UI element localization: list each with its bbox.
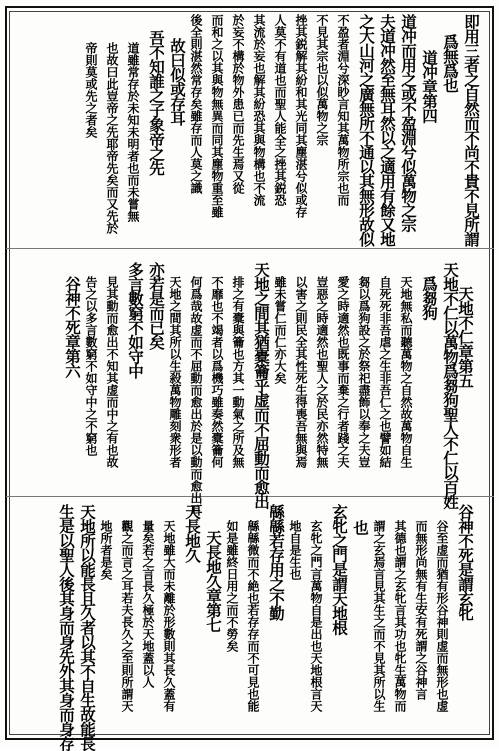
text-column: 排之有橐與籥也方其一動氣之所及無 [231,276,245,468]
text-column: 谷神不死章第六 [63,276,82,378]
text-column: 見其動而愈出不知其虚而中之有也故 [105,276,119,468]
text-column: 玄牝之門是謂天地根 [330,504,349,635]
text-column: 之大山河之廣無所不通以其無形故似 [357,14,376,246]
text-column: 不盈者淵兮深眇言知其萬物所宗也而 [336,14,350,206]
text-column: 於妄不構於物外患已而先生焉又從 [231,14,245,194]
text-column: 道冲而用之或不盈淵兮似萬物之宗 [399,14,418,232]
text-column: 道冲章第四 [420,50,439,123]
text-column: 天長地久章第七 [204,530,223,632]
text-column: 玄牝之門言萬物自是出也天地根言天 [309,520,323,712]
text-column: 天地雖大而未離於形數則其長久蓋有 [162,520,176,712]
text-column: 不見其宗也以似萬物之宗 [315,14,329,146]
text-column: 也 [351,520,370,535]
text-column: 天長地久 [183,504,202,562]
text-column: 谷神不死是謂玄牝 [456,504,475,620]
text-column: 地自是生也 [288,520,302,580]
text-column: 芻以爲狗設之於祭祀盡飾以奉之夫豈 [357,276,371,468]
text-column: 其流於妄也解其紛恐其與物構也不流 [252,14,266,206]
text-column: 亦若是而已矣 [147,262,166,349]
text-column: 多言數窮不如守中 [126,262,145,378]
text-column: 即用三者之自然而不尚不貴不見所謂 [462,14,481,246]
text-column: 夫道冲然至無耳然以之適用有餘又地 [378,14,397,246]
text-column: 爲芻狗 [420,276,439,320]
text-column: 谷至虚而猶有形谷神則虚而無形也虚 [435,520,449,712]
text-column: 謂之玄焉言見其生之而不見其所以生 [372,520,386,712]
text-column: 天地無私而聽萬物之自然故萬物自生 [399,276,413,468]
panel-divider-bottom [6,496,494,497]
text-column: 生是以聖人後其身而身先外其身而身存 [57,504,76,751]
text-column: 而和之以其與物無異而同其塵物重至雖 [210,14,224,218]
text-column: 自死死非吾虐之生非吾仁之也譬如結 [378,276,392,468]
text-column: 帝則莫或先之者矣 [84,42,98,138]
text-column: 爲無爲也 [441,34,460,92]
text-column: 告之以多言數窮不如守中之不窮也 [84,276,98,456]
text-column: 天地之間其猶橐籥乎虚而不屈動而愈出 [252,262,271,509]
text-column: 吾不知誰之子象帝之先 [147,30,166,175]
text-column: 其德也謂之玄牝言其功也牝生萬物而 [393,520,407,712]
text-column: 道雖常存於未知未明者也而未嘗無 [126,42,140,222]
text-column: 天地不仁以萬物爲芻狗聖人不仁以百姓 [441,262,460,509]
text-column: 故曰似或存耳 [168,38,187,125]
text-column: 緜緜若存用之不勤 [267,504,286,620]
text-column: 而無形尚無有生安有死謂之谷神言 [414,520,428,700]
panel-divider-top [6,248,494,249]
text-column: 挫其鋭解其紛和其光同其塵湛兮似或存 [294,14,308,218]
text-column: 觀之而言之耳若夫長久之至則所謂天 [120,520,134,712]
text-column: 愛之時適然也既事而棄之行者踐之夫 [336,276,350,468]
text-column: 人莫不有道也而聖人能全之挫其鋭恐 [273,14,287,206]
text-column: 天地之間其所以生殺萬物雕刻衆形者 [168,276,182,468]
text-column: 豈惡之時適然也聖人之於民亦然特無 [315,276,329,468]
text-column: 雖未嘗仁而仁亦大矣 [273,276,287,384]
text-column: 天地所以能長且久者以其不自生故能長 [78,504,97,751]
text-column: 天地不仁章第五 [456,286,475,388]
text-column: 不靡也不竭者以爲機巧雖奏然橐籥何 [210,276,224,468]
text-column: 緜緜微而不絶也若存存而不可見也能 [246,520,260,712]
text-column: 也故曰此豈帝之先耶帝先矣而又先於 [105,42,119,234]
text-column: 後全則湛然常存矣雖存而人莫之識 [189,14,203,194]
text-column: 量矣若之言長久極於天地蓋以人 [141,520,155,688]
text-column: 以害之則民全其性死生得喪吾無與焉 [294,276,308,468]
text-column: 何爲哉故虚而不屈動而愈出於是以動而愈出耳 [189,276,203,516]
text-column: 地所者是矣 [99,520,113,580]
text-column: 如是雖終日用之而不勞矣 [225,520,239,652]
